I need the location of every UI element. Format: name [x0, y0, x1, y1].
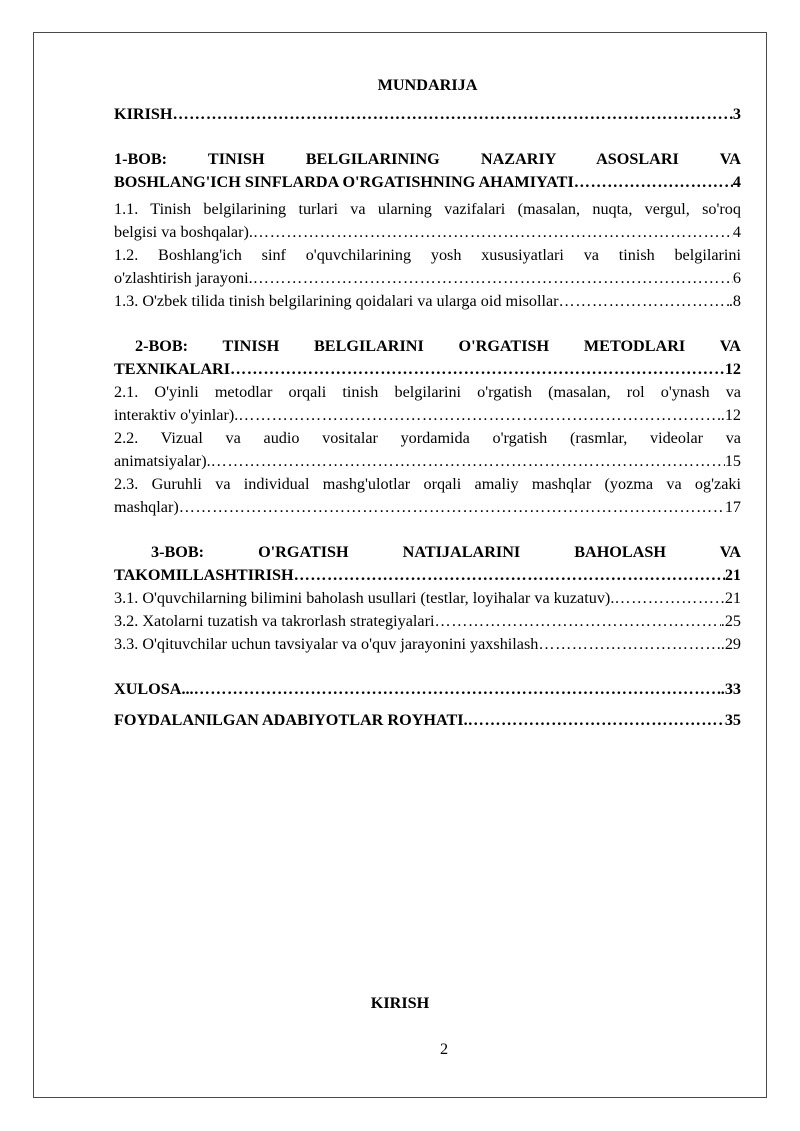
toc-section-1-2[interactable]	[114, 244, 741, 290]
toc-page-number: .12	[720, 406, 741, 424]
toc-page-number: 21	[724, 566, 741, 584]
dot-leader	[294, 564, 725, 587]
dot-leader	[253, 221, 733, 244]
section-title-line: 1.3. O'zbek tilida tinish belgilarining qoidalari va ularga oid misollar	[114, 292, 559, 310]
dot-leader	[559, 290, 729, 313]
toc-section-3-3[interactable]	[114, 633, 741, 656]
dot-leader	[238, 404, 720, 427]
toc-page-number: 6	[732, 269, 741, 287]
page-number: 2	[440, 1040, 449, 1058]
toc-entry-label: KIRISH	[114, 105, 173, 123]
section-title-line: interaktiv o'yinlar).	[114, 406, 239, 424]
dot-leader	[468, 709, 725, 732]
toc-section-3-2[interactable]	[114, 610, 741, 633]
toc-page-number: .29	[720, 635, 741, 653]
toc-section-3-1[interactable]	[114, 587, 741, 610]
toc-chapter-1[interactable]	[114, 148, 741, 194]
toc-section-2-2[interactable]	[114, 427, 741, 473]
dot-leader	[172, 103, 732, 126]
toc-page-number: .8	[728, 292, 741, 310]
toc-page-number: .25	[720, 612, 741, 630]
table-of-contents	[114, 74, 741, 732]
toc-page-number: .33	[720, 680, 741, 698]
chapter-title-line: BOSHLANG'ICH SINFLARDA O'RGATISHNING AHAMIYATI	[114, 173, 574, 191]
section-title-line: o'zlashtirish jarayoni.	[114, 269, 253, 287]
chapter-title-line: 3-BOB: O'RGATISH NATIJALARINI BAHOLASH VA	[151, 543, 741, 561]
dot-leader	[179, 496, 725, 519]
chapter-title-line: TAKOMILLASHTIRISH	[114, 566, 294, 584]
toc-section-1-3[interactable]	[114, 290, 741, 313]
section-title-line: 2.1. O'yinli metodlar orqali tinish belgilarini o'rgatish (masalan, rol o'ynash va	[114, 383, 741, 401]
section-title-line: animatsiyalar).	[114, 452, 211, 470]
section-title-line: 3.2. Xatolarni tuzatish va takrorlash strategiyalari	[114, 612, 435, 630]
toc-chapter-3[interactable]	[114, 541, 741, 587]
toc-page-number: 21	[724, 589, 741, 607]
section-heading-kirish: KIRISH	[370, 994, 430, 1012]
chapter-title-line: 1-BOB: TINISH BELGILARINING NAZARIY ASOSLARI VA	[114, 150, 741, 168]
toc-section-1-1[interactable]	[114, 198, 741, 244]
section-title-line: mashqlar)	[114, 498, 179, 516]
toc-section-2-3[interactable]	[114, 473, 741, 519]
dot-leader	[574, 171, 733, 194]
chapter-title-line: 2-BOB: TINISH BELGILARINI O'RGATISH METODLARI VA	[135, 337, 741, 355]
toc-page-number: 12	[724, 360, 741, 378]
section-title-line: 1.2. Boshlang'ich sinf o'quvchilarining yosh xususiyatlari va tinish belgilarini	[114, 246, 741, 264]
section-title-line: 2.2. Vizual va audio vositalar yordamida o'rgatish (rasmlar, videolar va	[114, 429, 741, 447]
section-title-line: 1.1. Tinish belgilarining turlari va ularning vazifalari (masalan, nuqta, vergul, so'roq	[114, 200, 741, 218]
toc-page-number: 4	[732, 173, 741, 191]
toc-page-number: 3	[732, 105, 741, 123]
dot-leader	[211, 450, 725, 473]
toc-entry-label: XULOSA...	[114, 680, 194, 698]
toc-page-number: 17	[724, 498, 741, 516]
toc-entry-adabiyotlar[interactable]	[114, 709, 741, 732]
dot-leader	[253, 267, 733, 290]
toc-entry-xulosa[interactable]	[114, 678, 741, 701]
toc-chapter-2[interactable]	[114, 335, 741, 381]
chapter-title-line: TEXNIKALARI	[114, 360, 231, 378]
section-title-line: 3.1. O'quvchilarning bilimini baholash usullari (testlar, loyihalar va kuzatuv).	[114, 589, 615, 607]
dot-leader	[230, 358, 725, 381]
toc-section-2-1[interactable]	[114, 381, 741, 427]
dot-leader	[435, 610, 721, 633]
dot-leader	[614, 587, 724, 610]
toc-page-number: 15	[724, 452, 741, 470]
toc-entry-kirish[interactable]	[114, 103, 741, 126]
toc-entry-label: FOYDALANILGAN ADABIYOTLAR ROYHATI.	[114, 711, 468, 729]
dot-leader	[194, 678, 721, 701]
toc-page-number: 4	[732, 223, 741, 241]
section-title-line: 3.3. O'qituvchilar uchun tavsiyalar va o'quv jarayonini yaxshilash	[114, 635, 539, 653]
toc-page-number: 35	[724, 711, 741, 729]
section-title-line: belgisi va boshqalar).	[114, 223, 253, 241]
toc-title: MUNDARIJA	[377, 76, 478, 94]
section-title-line: 2.3. Guruhli va individual mashg'ulotlar orqali amaliy mashqlar (yozma va og'zaki	[114, 475, 741, 493]
dot-leader	[538, 633, 720, 656]
